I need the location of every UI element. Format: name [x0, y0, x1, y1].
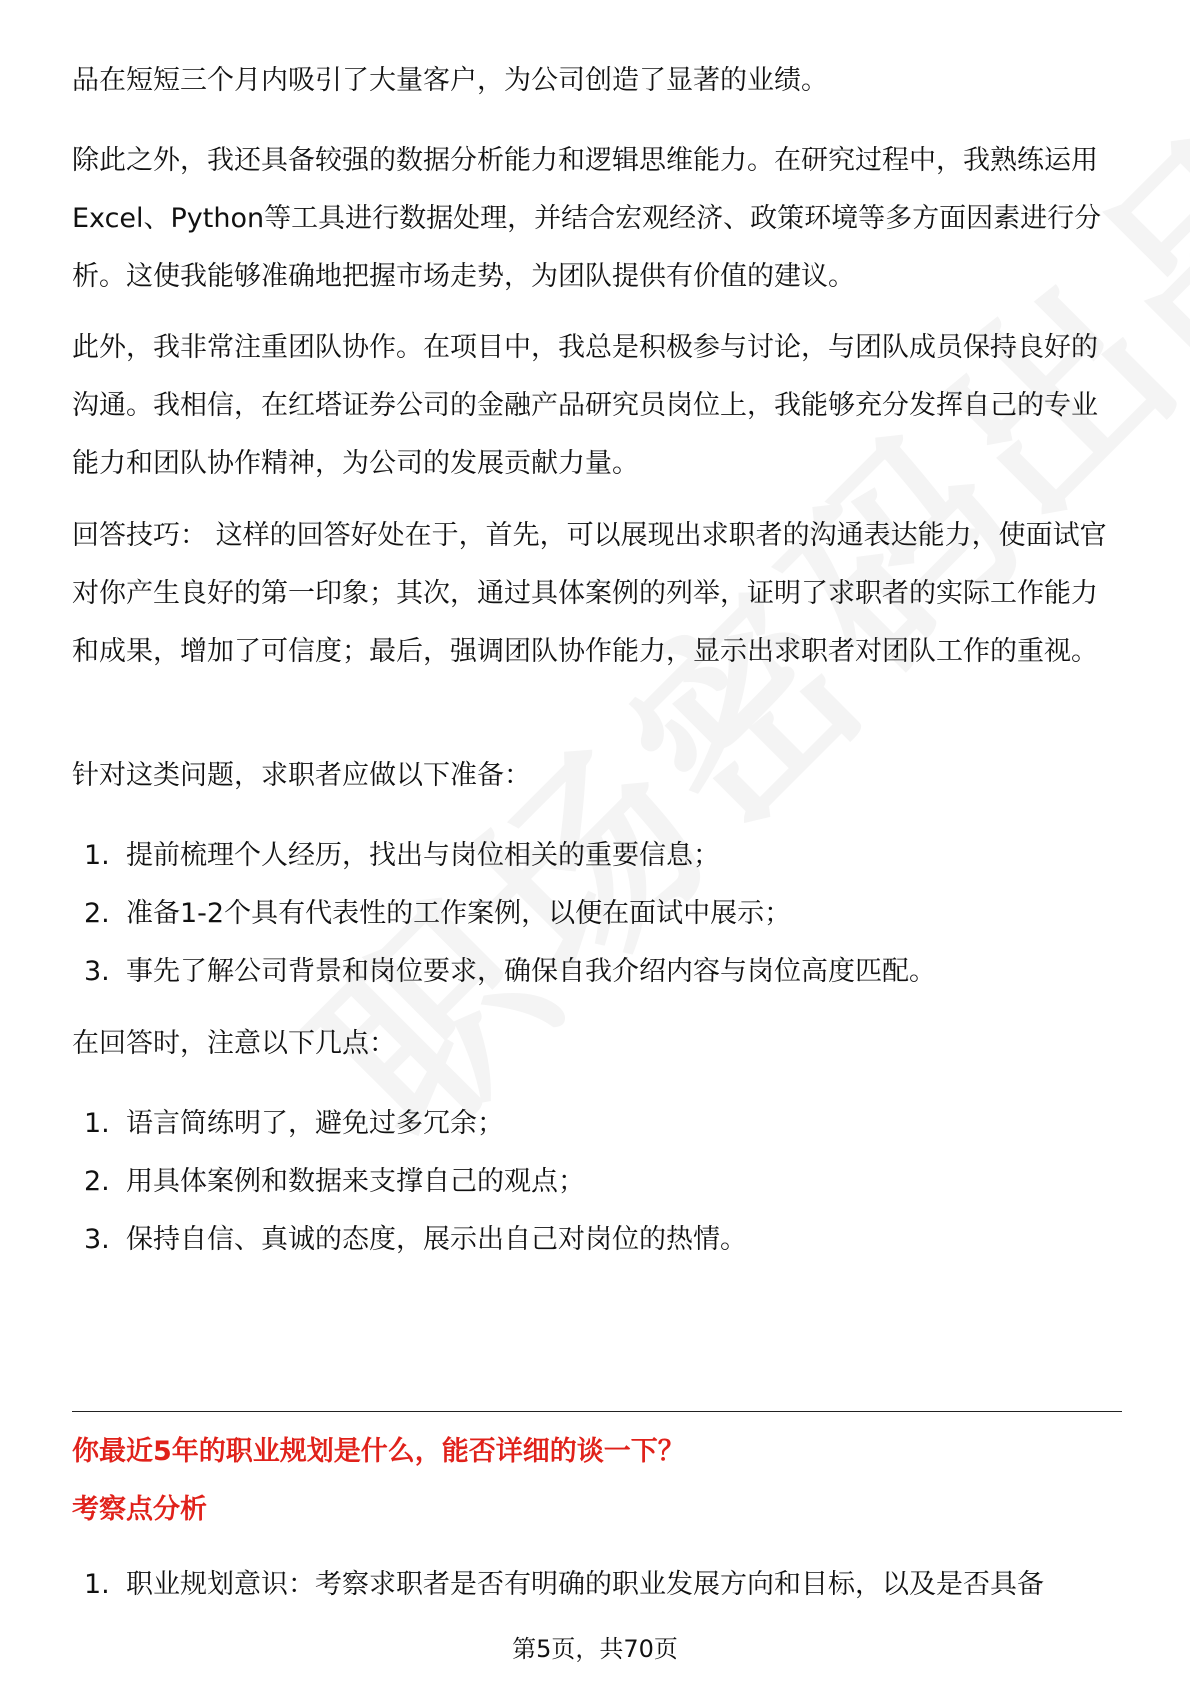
list-item: [72, 943, 1122, 1001]
section-divider: [72, 1411, 1122, 1412]
list-number: 3.: [84, 956, 110, 987]
paragraph-2: 除此之外，我还具备较强的数据分析能力和逻辑思维能力。在研究过程中，我熟练运用Excel、Python等工具进行数据处理，并结合宏观经济、政策环境等多方面因素进行分析。这使我能够准确地把握市场走势，为团队提供有价值的建议。: [72, 145, 1102, 292]
list-text: 提前梳理个人经历，找出与岗位相关的重要信息；: [126, 840, 720, 871]
list-text: 语言简练明了，避免过多冗余；: [126, 1108, 504, 1139]
list-number: 2.: [84, 1166, 110, 1197]
prep-list: [72, 827, 1122, 1001]
list-item: [72, 1095, 1122, 1153]
analysis-heading: 考察点分析: [72, 1494, 207, 1525]
list-item: [72, 1556, 1122, 1614]
list-number: 1.: [84, 840, 110, 871]
paragraph-prep-intro: 针对这类问题，求职者应做以下准备：: [72, 760, 531, 791]
list-item: [72, 827, 1122, 885]
list-number: 2.: [84, 898, 110, 929]
analysis-list: [72, 1556, 1122, 1614]
paragraph-notes-intro: 在回答时，注意以下几点：: [72, 1028, 396, 1059]
list-text: 用具体案例和数据来支撑自己的观点；: [126, 1166, 585, 1197]
list-text: 保持自信、真诚的态度，展示出自己对岗位的热情。: [126, 1224, 747, 1255]
paragraph-3: 此外，我非常注重团队协作。在项目中，我总是积极参与讨论，与团队成员保持良好的沟通。我相信，在红塔证券公司的金融产品研究员岗位上，我能够充分发挥自己的专业能力和团队协作精神，为公司的发展贡献力量。: [72, 332, 1098, 479]
list-item: [72, 1153, 1122, 1211]
list-text: 准备1-2个具有代表性的工作案例，以便在面试中展示；: [126, 898, 792, 929]
list-number: 3.: [84, 1224, 110, 1255]
list-item: [72, 885, 1122, 943]
question-heading: 你最近5年的职业规划是什么，能否详细的谈一下？: [72, 1436, 685, 1467]
list-text: 职业规划意识：考察求职者是否有明确的职业发展方向和目标，以及是否具备: [126, 1569, 1044, 1600]
list-number: 1.: [84, 1108, 110, 1139]
page-footer: 第5页，共70页: [512, 1635, 678, 1663]
list-text: 事先了解公司背景和岗位要求，确保自我介绍内容与岗位高度匹配。: [126, 956, 936, 987]
notes-list: [72, 1095, 1122, 1269]
paragraph-answer-tips: 回答技巧： 这样的回答好处在于，首先，可以展现出求职者的沟通表达能力，使面试官对你产生良好的第一印象；其次，通过具体案例的列举，证明了求职者的实际工作能力和成果，增加了可信度；最后，强调团队协作能力，显示出求职者对团队工作的重视。: [72, 520, 1107, 667]
list-number: 1.: [84, 1569, 110, 1600]
list-item: [72, 1211, 1122, 1269]
paragraph-1: 品在短短三个月内吸引了大量客户，为公司创造了显著的业绩。: [72, 65, 828, 96]
